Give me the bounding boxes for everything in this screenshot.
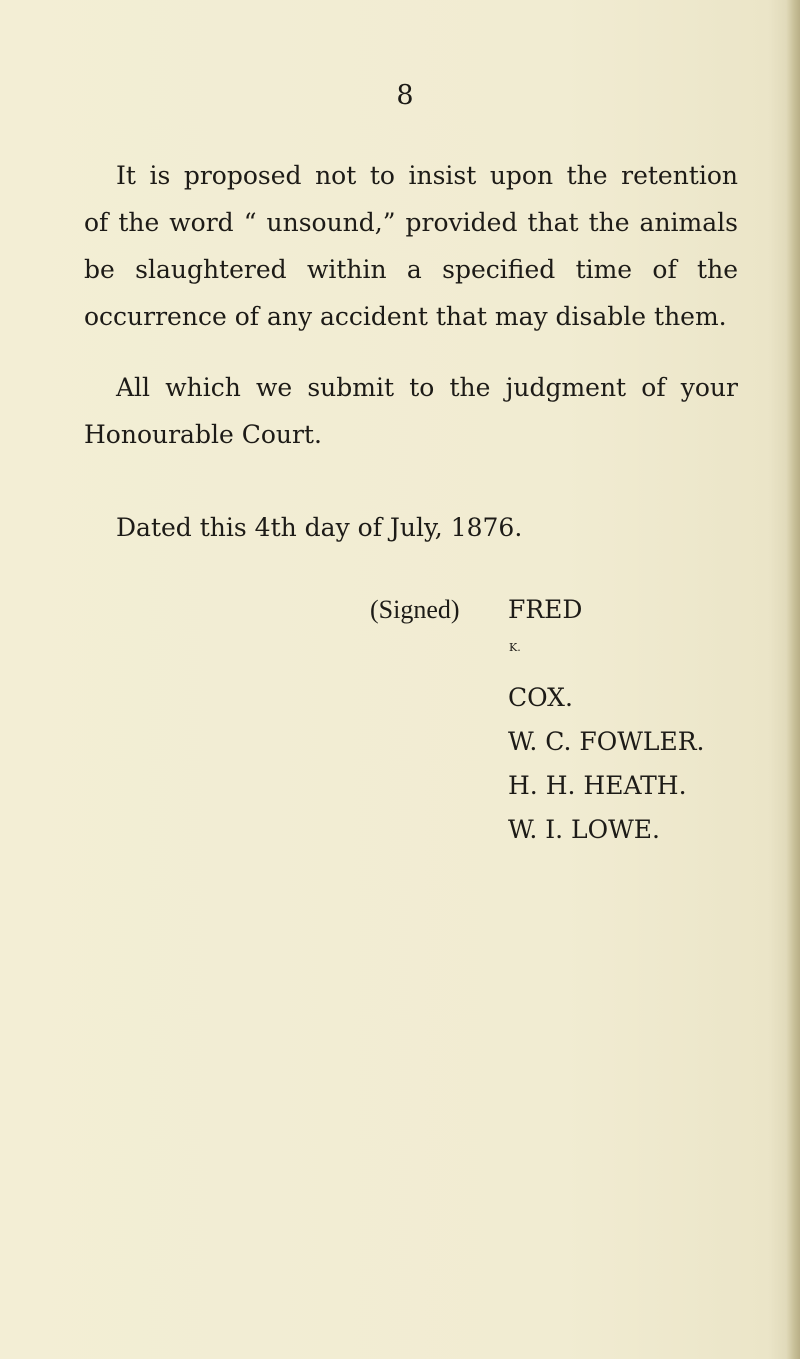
date-line [116,504,770,551]
text-line: All which we submit to the judgment of your [116,373,738,402]
signatory-name: H. H. HEATH. [508,771,687,800]
signatory-list [508,588,705,852]
text-line: occurrence of any accident that may disable them. [84,302,727,331]
text-line: be slaughtered within a specified time of the [84,255,738,284]
signatory-name [508,588,705,720]
paragraph-proposal [84,152,738,340]
signed-label: (Signed) [370,595,460,624]
abbreviation-superscript: K. [509,641,521,654]
signatory-name: W. C. FOWLER. [508,727,705,756]
page-edge [786,0,800,1359]
page-number: 8 [396,80,414,111]
paragraph-submission [84,364,738,458]
signatory-surname: COX. [508,683,573,712]
text-line: It is proposed not to insist upon the retention [116,161,738,190]
text-line: Honourable Court. [84,420,322,449]
signatory-first-name: FRED [508,595,583,624]
text-line: of the word “ unsound,” provided that the animals [84,208,738,237]
signatory-name: W. I. LOWE. [508,815,660,844]
text-line: Dated this 4th day of July, 1876. [116,513,523,542]
